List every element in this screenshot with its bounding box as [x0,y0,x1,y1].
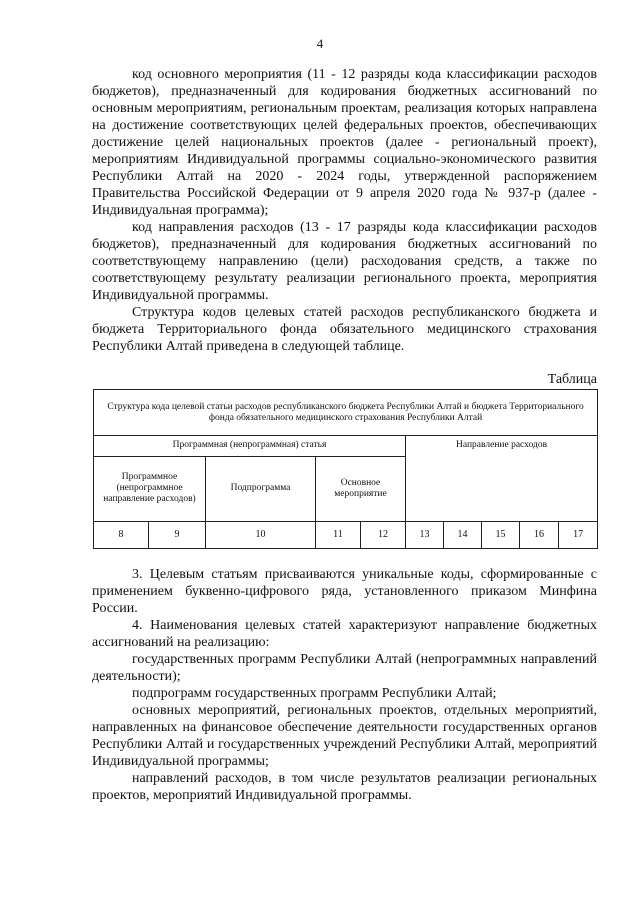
paragraph-main-event-code: код основного мероприятия (11 - 12 разряды кода классификации расходов бюджетов), предназначенный для кодирования бюджетных ассигнований по основным мероприятиям, региональным проектам, реализация которых направлена на достижение соответствующих целей федеральных проектов, обеспечивающих достижение целей национальных проектов (далее - региональный проект), мероприятиям Индивидуальной программы социально-экономического развития Республики Алтай на 2020 - 2024 годы, утвержденной распоряжением Правительства Российской Федерации от 9 апреля 2020 года № 937-р (далее - Индивидуальная программа); [92,67,597,218]
table-caption: Таблица [547,372,597,387]
table-title: Структура кода целевой статьи расходов республиканского бюджета Республики Алтай и бюджета Территориального фонда обязательного медицинского страхования Республики Алтай [94,390,598,436]
page-number: 4 [316,36,324,51]
program-article-header: Программная (непрограммная) статья [94,436,406,457]
digit-cell: 15 [482,521,520,548]
digit-cell: 8 [94,521,149,548]
paragraph-directions: направлений расходов, в том числе результатов реализации региональных проектов, мероприятий Индивидуальной программы. [92,771,597,803]
closing-text [92,566,597,804]
paragraph-subprograms: подпрограмм государственных программ Республики Алтай; [132,686,497,701]
program-subheader: Программное (непрограммное направление расходов) [94,456,206,521]
digit-cell: 11 [316,521,361,548]
paragraph-main-events: основных мероприятий, региональных проектов, отдельных мероприятий, направленных на финансовое обеспечение деятельности государственных органов Республики Алтай и государственных учреждений Республики Алтай, мероприятий Индивидуальной программы; [92,703,597,769]
subprogram-subheader: Подпрограмма [206,456,316,521]
paragraph-direction-code: код направления расходов (13 - 17 разряды кода классификации расходов бюджетов), предназначенный для кодирования бюджетных ассигнований по соответствующему направлению (цели) расходования средств, а также по соответствующему результату реализации регионального проекта, мероприятия Индивидуальной программы. [92,220,597,303]
digit-cell: 16 [520,521,559,548]
digit-cell: 10 [206,521,316,548]
intro-text [92,66,597,355]
code-structure-table [93,389,598,549]
paragraph-item-4: 4. Наименования целевых статей характеризуют направление бюджетных ассигнований на реализацию: [92,618,597,650]
digit-cell: 17 [559,521,598,548]
paragraph-structure-intro: Структура кодов целевых статей расходов республиканского бюджета и бюджета Территориального фонда обязательного медицинского страхования Республики Алтай приведена в следующей таблице. [92,305,597,354]
digit-cell: 12 [361,521,406,548]
direction-header: Направление расходов [406,436,598,522]
main-event-subheader: Основное мероприятие [316,456,406,521]
digit-cell: 9 [149,521,206,548]
paragraph-state-programs: государственных программ Республики Алтай (непрограммных направлений деятельности); [92,652,597,684]
digit-cell: 13 [406,521,444,548]
digit-cell: 14 [444,521,482,548]
paragraph-item-3: 3. Целевым статьям присваиваются уникальные коды, сформированные с применением буквенно-цифрового ряда, установленного приказом Минфина России. [92,567,597,616]
